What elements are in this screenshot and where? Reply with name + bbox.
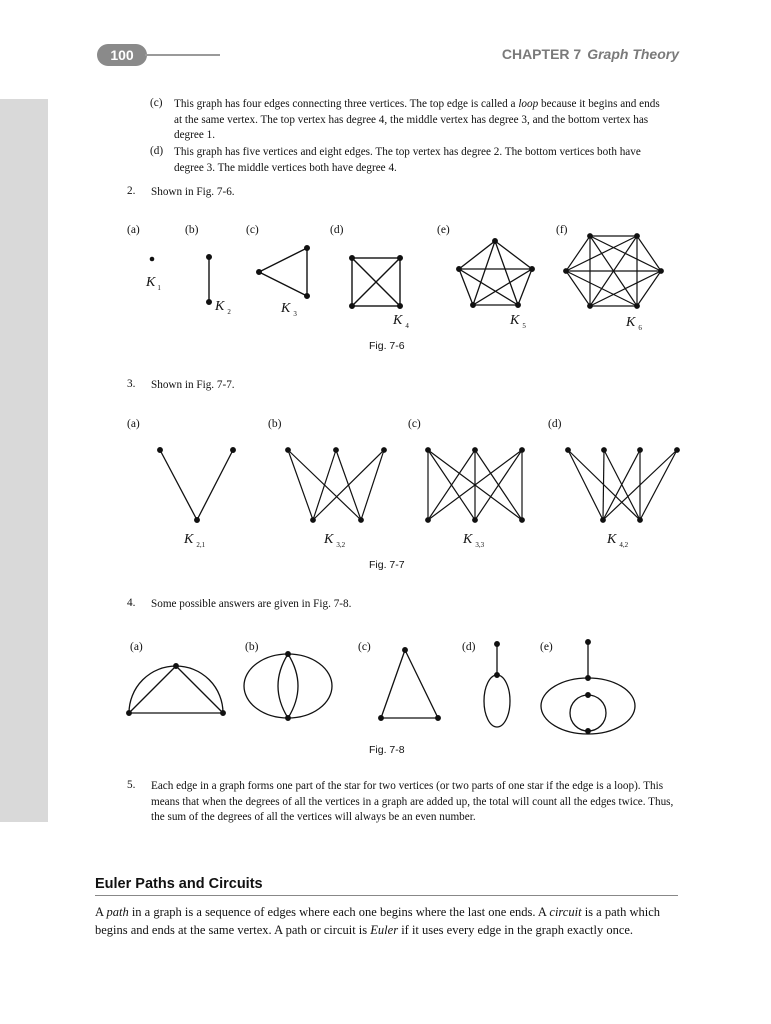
fig-7-6-name-k4: K $_4$ xyxy=(393,313,409,330)
section-rule xyxy=(95,895,678,896)
fig-7-7-label-a: (a) xyxy=(127,418,140,430)
fig-7-6-label-c: (c) xyxy=(246,224,259,236)
graph-k2 xyxy=(207,255,212,305)
answer-2-text: Shown in Fig. 7-6. xyxy=(151,186,235,198)
section-body-text-2: in a graph is a sequence of edges where each one begins where the last one ends. A xyxy=(128,905,550,919)
graph-answer-e xyxy=(541,640,635,734)
section-body-text-3: is a path which begins and ends at the same vertex. A path or circuit is xyxy=(95,905,661,937)
fig-7-6-name-k2: K $_2$ xyxy=(215,299,231,316)
answer-1c-text-b: because it begins and ends at the same vertex. The top vertex has degree 4, the middle vertex has degree 3, and the bottom vertex has degree 1. xyxy=(174,98,660,141)
fig-7-7-name-k21: K $_{2,1}$ xyxy=(184,532,206,549)
answer-1c-label: (c) xyxy=(150,97,163,109)
answer-1c-loop-term: loop xyxy=(518,98,539,110)
chapter-label: CHAPTER 7 xyxy=(501,46,582,62)
graph-k42 xyxy=(566,448,680,523)
answer-3-text: Shown in Fig. 7-7. xyxy=(151,379,235,391)
fig-7-7-caption: Fig. 7-7 xyxy=(369,559,405,571)
section-body xyxy=(95,903,680,939)
figure-7-6 xyxy=(0,218,771,358)
fig-7-8-label-d: (d) xyxy=(462,641,476,653)
fig-7-7-label-d: (d) xyxy=(548,418,562,430)
section-term-path: path xyxy=(106,905,129,919)
answer-1d-label: (d) xyxy=(150,145,164,157)
graph-k21 xyxy=(158,448,236,523)
graph-k5 xyxy=(457,239,535,308)
page-number: 100 xyxy=(97,44,147,66)
figure-7-8 xyxy=(0,632,771,742)
fig-7-6-name-k6: K $_6$ xyxy=(626,315,642,332)
answer-4-text: Some possible answers are given in Fig. 7-8. xyxy=(151,598,352,610)
graph-k6 xyxy=(564,234,664,309)
fig-7-8-label-b: (b) xyxy=(245,641,259,653)
answer-4-number: 4. xyxy=(127,597,136,609)
fig-7-8-label-e: (e) xyxy=(540,641,553,653)
answer-5-text: Each edge in a graph forms one part of the star for two vertices (or two parts of one star if the edge is a loop). This means that when the degrees of all the vertices in a graph are added up, the total will count all the edges twice. Thus, the sum of the degrees of all the vertices will always be an even number. xyxy=(151,780,674,823)
fig-7-8-label-c: (c) xyxy=(358,641,371,653)
fig-7-7-label-b: (b) xyxy=(268,418,282,430)
graph-k3 xyxy=(257,246,310,299)
fig-7-6-label-a: (a) xyxy=(127,224,140,236)
page-number-rule xyxy=(145,54,220,56)
graph-answer-c xyxy=(379,648,441,721)
section-body-text-4: if it uses every edge in the graph exactly once. xyxy=(398,923,634,937)
fig-7-6-caption: Fig. 7-6 xyxy=(369,340,405,352)
section-term-circuit: circuit xyxy=(549,905,582,919)
fig-7-8-caption: Fig. 7-8 xyxy=(369,744,405,756)
answer-2-number: 2. xyxy=(127,185,136,197)
graph-answer-d xyxy=(484,642,510,727)
section-term-euler: Euler xyxy=(370,923,399,937)
graph-answer-a xyxy=(127,664,226,716)
section-body-text-1: A xyxy=(95,905,107,919)
fig-7-6-label-f: (f) xyxy=(556,224,568,236)
running-header xyxy=(502,46,679,62)
fig-7-6-name-k1: K $_1$ xyxy=(146,275,161,292)
fig-7-7-name-k33: K $_{3,3}$ xyxy=(463,532,485,549)
fig-7-7-name-k42: K $_{4,2}$ xyxy=(607,532,629,549)
graph-answer-b xyxy=(244,652,332,721)
answer-1c-text xyxy=(174,97,664,144)
answer-3-number: 3. xyxy=(127,378,136,390)
answer-5-number: 5. xyxy=(127,779,136,791)
fig-7-6-name-k3: K $_3$ xyxy=(281,301,297,318)
answer-1d-text: This graph has five vertices and eight edges. The top vertex has degree 2. The bottom vertices both have degree 3. The middle vertices both have degree 4. xyxy=(174,146,641,174)
graph-k1 xyxy=(150,257,155,262)
fig-7-6-label-d: (d) xyxy=(330,224,344,236)
fig-7-6-label-e: (e) xyxy=(437,224,450,236)
fig-7-7-name-k32: K $_{3,2}$ xyxy=(324,532,346,549)
fig-7-7-label-c: (c) xyxy=(408,418,421,430)
graph-k33 xyxy=(426,448,525,523)
fig-7-6-name-k5: K $_5$ xyxy=(510,313,526,330)
chapter-title: Graph Theory xyxy=(587,46,679,62)
graph-k4 xyxy=(350,256,403,309)
graph-k32 xyxy=(286,448,387,523)
figure-7-7 xyxy=(0,412,771,552)
section-heading: Euler Paths and Circuits xyxy=(95,876,263,892)
fig-7-6-label-b: (b) xyxy=(185,224,199,236)
fig-7-8-label-a: (a) xyxy=(130,641,143,653)
answer-1c-text-a: This graph has four edges connecting three vertices. The top edge is called a xyxy=(174,98,519,110)
